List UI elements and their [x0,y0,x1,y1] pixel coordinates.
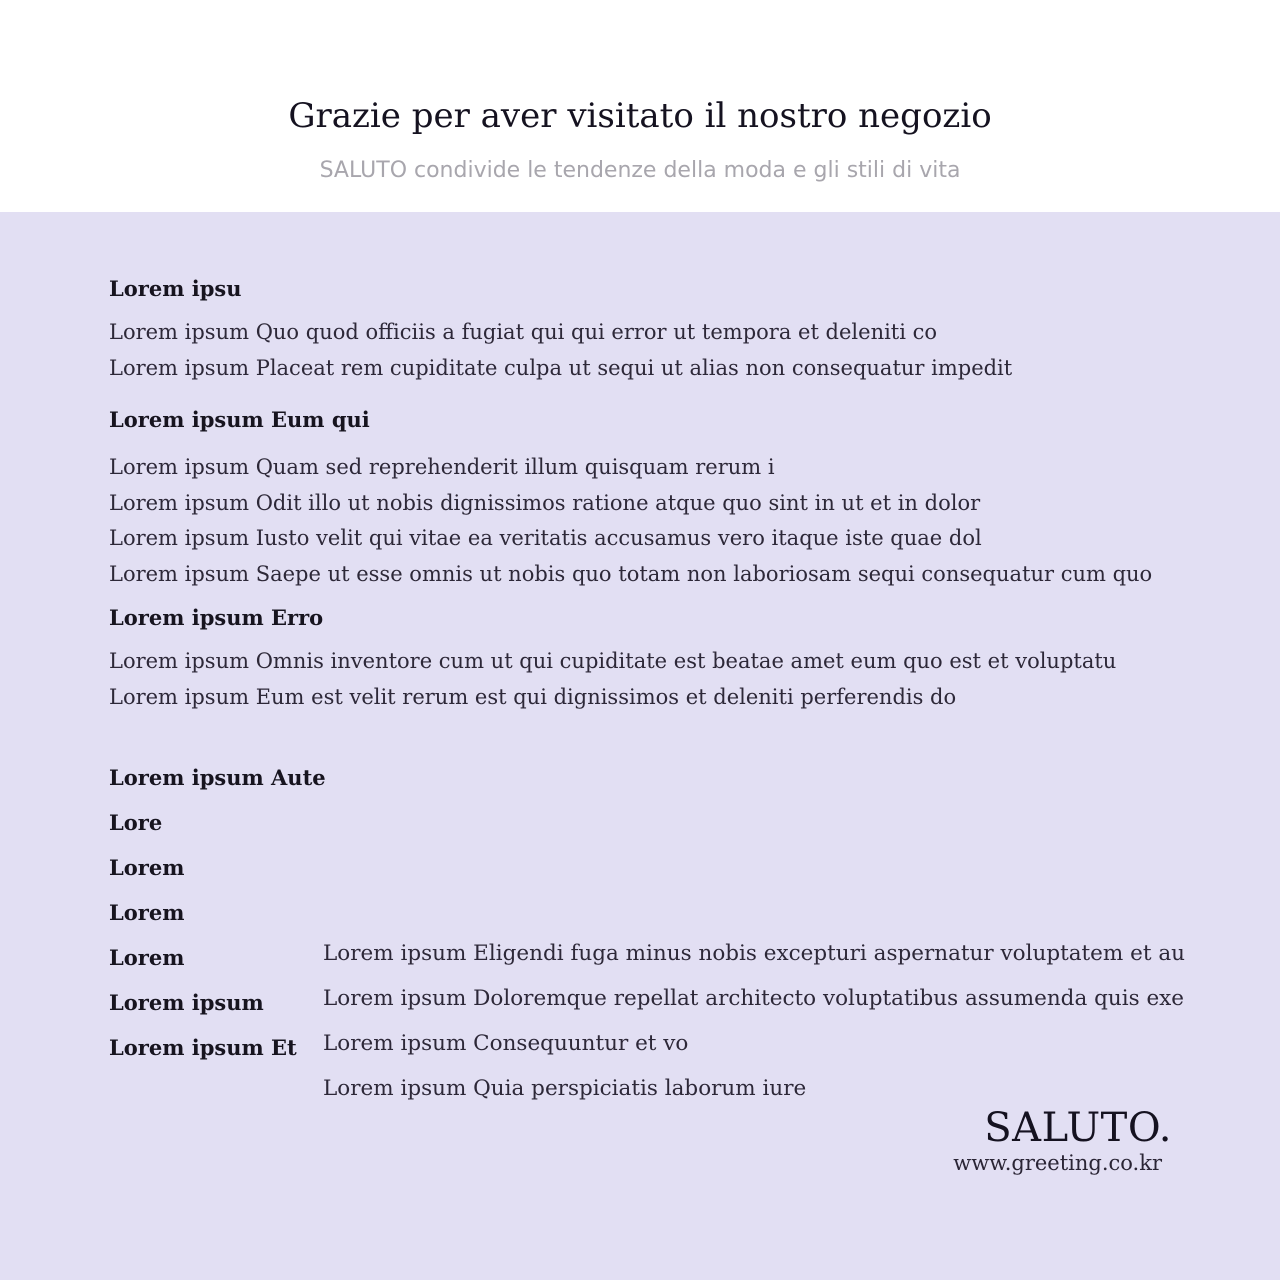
section-line: Lorem ipsum Odit illo ut nobis dignissimos ratione atque quo sint in ut et in dolor [109,490,981,515]
section-line: Lorem ipsum Placeat rem cupiditate culpa ut sequi ut alias non consequatur impedit [109,355,1013,380]
detail-value: Lorem ipsum Quia perspiciatis laborum iure [323,1076,807,1101]
brand-block [953,1105,1172,1175]
header [0,0,1280,212]
detail-value: Lorem ipsum Doloremque repellat architecto voluptatibus assumenda quis exe [323,986,1185,1011]
section-line: Lorem ipsum Iusto velit qui vitae ea veritatis accusamus vero itaque iste quae dol [109,526,982,550]
section-line: Lorem ipsum Eum est velit rerum est qui dignissimos et deleniti perferendis do [109,684,957,709]
detail-label: Lorem ipsum [109,990,264,1015]
section-1 [109,275,1209,386]
details-values [323,937,1223,1117]
detail-label: Lorem [109,855,185,880]
section-line: Lorem ipsum Quo quod officiis a fugiat qui qui error ut tempora et deleniti co [109,320,938,344]
page-subtitle: SALUTO condivide le tendenze della moda e gli stili di vita [319,158,961,183]
section-2 [109,406,1209,592]
details-labels [109,763,326,1078]
detail-label: Lorem [109,900,185,925]
section-3 [109,604,1209,715]
detail-value: Lorem ipsum Consequuntur et vo [323,1031,689,1056]
detail-label: Lorem ipsum Aute [109,765,326,790]
section-heading: Lorem ipsum Eum qui [109,407,370,432]
section-line: Lorem ipsum Omnis inventore cum ut qui cupiditate est beatae amet eum quo est et voluptatu [109,649,1117,673]
page-title: Grazie per aver visitato il nostro negozio [288,96,992,136]
detail-label: Lorem ipsum Et [109,1035,297,1060]
detail-label: Lorem [109,945,185,970]
brand-logo: SALUTO. [984,1105,1172,1151]
brand-url: www.greeting.co.kr [953,1151,1162,1175]
detail-label: Lore [109,810,163,835]
section-heading: Lorem ipsu [109,276,242,301]
detail-value: Lorem ipsum Eligendi fuga minus nobis excepturi aspernatur voluptatem et au [323,941,1185,966]
section-heading: Lorem ipsum Erro [109,605,324,630]
section-line: Lorem ipsum Quam sed reprehenderit illum quisquam rerum i [109,455,775,479]
section-line: Lorem ipsum Saepe ut esse omnis ut nobis quo totam non laboriosam sequi consequatur cum quo [109,561,1153,586]
